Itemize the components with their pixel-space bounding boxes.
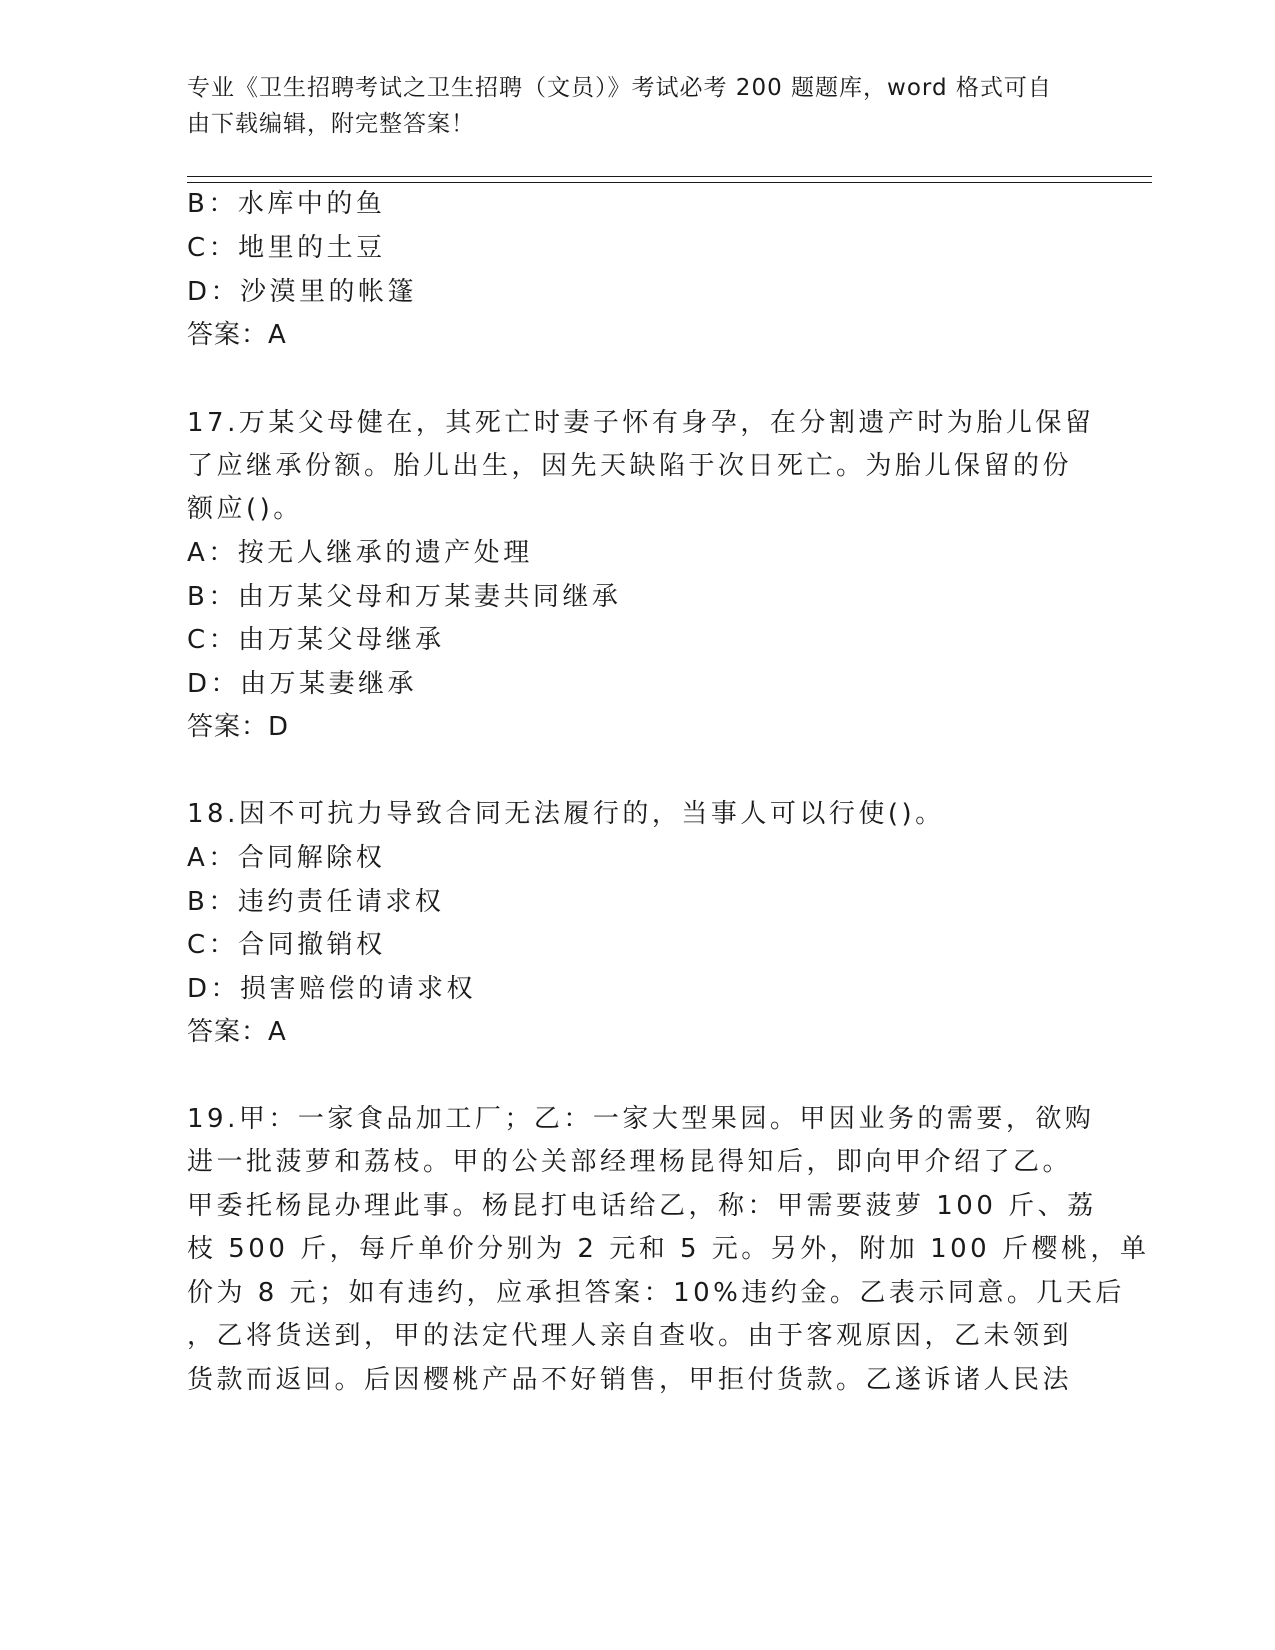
q19-stem-line-1: 19.甲：一家食品加工厂；乙：一家大型果园。甲因业务的需要，欲购 (187, 1104, 1095, 1134)
q17-option-b: B：由万某父母和万某妻共同继承 (187, 582, 622, 612)
document-header (187, 70, 1067, 142)
q17-answer: 答案：D (187, 712, 290, 742)
q18-option-d: D：损害赔偿的请求权 (187, 974, 477, 1004)
q17-option-d: D：由万某妻继承 (187, 669, 418, 699)
q19-stem-line-3: 甲委托杨昆办理此事。杨昆打电话给乙，称：甲需要菠萝 100 斤、荔 (187, 1191, 1097, 1221)
q18-stem-line-1: 18.因不可抗力导致合同无法履行的，当事人可以行使()。 (187, 799, 945, 829)
q19-stem-line-5: 价为 8 元；如有违约，应承担答案：10%违约金。乙表示同意。几天后 (187, 1278, 1125, 1308)
q18-answer: 答案：A (187, 1017, 287, 1047)
q16-answer: 答案：A (187, 320, 287, 350)
q18-option-c: C：合同撤销权 (187, 930, 386, 960)
q19-stem-line-7: 货款而返回。后因樱桃产品不好销售，甲拒付货款。乙遂诉诸人民法 (187, 1365, 1073, 1395)
q17-option-c: C：由万某父母继承 (187, 625, 445, 655)
q17-option-a: A：按无人继承的遗产处理 (187, 538, 533, 568)
q18-option-b: B：违约责任请求权 (187, 887, 445, 917)
header-divider-top (187, 176, 1152, 177)
q19-stem-line-6: ，乙将货送到，甲的法定代理人亲自查收。由于客观原因，乙未领到 (187, 1321, 1073, 1351)
q17-stem-line-3: 额应()。 (187, 494, 303, 524)
header-line-2: 由下载编辑，附完整答案！ (187, 111, 475, 137)
header-line-1: 专业《卫生招聘考试之卫生招聘（文员）》考试必考 200 题题库，word 格式可自 (187, 75, 1052, 101)
q19-stem-line-4: 枝 500 斤，每斤单价分别为 2 元和 5 元。另外，附加 100 斤樱桃，单 (187, 1234, 1150, 1264)
q16-option-c: C：地里的土豆 (187, 233, 386, 263)
q17-stem-line-2: 了应继承份额。胎儿出生，因先天缺陷于次日死亡。为胎儿保留的份 (187, 451, 1073, 481)
header-divider-bottom (187, 182, 1152, 183)
q17-stem-line-1: 17.万某父母健在，其死亡时妻子怀有身孕，在分割遗产时为胎儿保留 (187, 408, 1095, 438)
q16-option-d: D：沙漠里的帐篷 (187, 277, 418, 307)
q16-option-b: B：水库中的鱼 (187, 189, 386, 219)
q19-stem-line-2: 进一批菠萝和荔枝。甲的公关部经理杨昆得知后，即向甲介绍了乙。 (187, 1147, 1073, 1177)
q18-option-a: A：合同解除权 (187, 843, 386, 873)
